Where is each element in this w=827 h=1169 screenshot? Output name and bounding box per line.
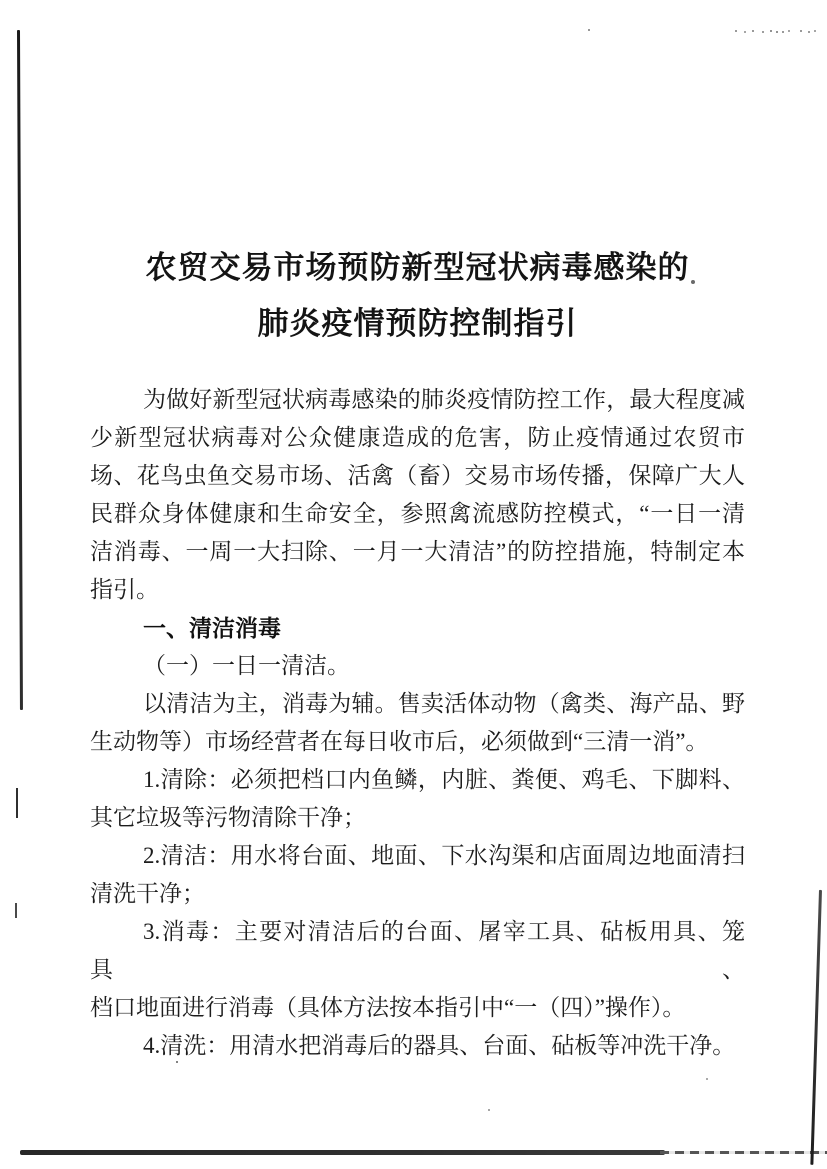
text-line: 生动物等）市场经营者在每日收市后，必须做到“三清一消”。 <box>90 729 709 754</box>
text-line: 1.清除：必须把档口内鱼鳞，内脏、粪便、鸡毛、下脚料、 <box>143 767 745 792</box>
text-line: 少新型冠状病毒对公众健康造成的危害，防止疫情通过农贸市 <box>90 425 745 450</box>
text-line: 场、花鸟虫鱼交易市场、活禽（畜）交易市场传播，保障广大人 <box>90 463 745 488</box>
document-body <box>90 381 745 1065</box>
scan-artifact-left-edge-dash <box>16 788 18 818</box>
text-line: 洁消毒、一周一大扫除、一月一大清洁”的防控措施，特制定本 <box>90 539 745 564</box>
text-line: 4.清洗：用清水把消毒后的器具、台面、砧板等冲洗干净。 <box>143 1033 736 1058</box>
text-line: 以清洁为主，消毒为辅。售卖活体动物（禽类、海产品、野 <box>143 691 745 716</box>
text-line: 档口地面进行消毒（具体方法按本指引中“一（四）”操作）。 <box>90 995 686 1020</box>
document-title-line-1: 农贸交易市场预防新型冠状病毒感染的 <box>145 250 690 285</box>
text-line: 为做好新型冠状病毒感染的肺炎疫情防控工作，最大程度减 <box>143 387 745 412</box>
scan-artifact-left-edge-dash <box>15 903 17 918</box>
text-line: 一、清洁消毒 <box>143 615 281 641</box>
scan-artifact-bottom-line-dashed <box>660 1151 827 1154</box>
scan-artifact-specks <box>588 29 590 31</box>
text-line: 指引。 <box>90 577 159 602</box>
text-line: 民群众身体健康和生命安全，参照禽流感防控模式，“一日一清 <box>90 501 745 526</box>
scan-artifact-bottom-line <box>20 1150 665 1155</box>
scan-artifact-right-edge-line <box>810 890 822 1165</box>
scan-artifact-left-edge-line <box>17 30 23 710</box>
text-line: 3.消毒：主要对清洁后的台面、屠宰工具、砧板用具、笼具、 <box>90 919 745 982</box>
text-line: 2.清洁：用水将台面、地面、下水沟渠和店面周边地面清扫 <box>143 843 745 868</box>
text-line: （一）一日一清洁。 <box>143 653 350 678</box>
text-line: 其它垃圾等污物清除干净； <box>90 805 366 830</box>
text-line: 清洗干净； <box>90 881 205 906</box>
document-title-line-2: 肺炎疫情预防控制指引 <box>257 306 578 341</box>
document-title <box>90 240 745 352</box>
